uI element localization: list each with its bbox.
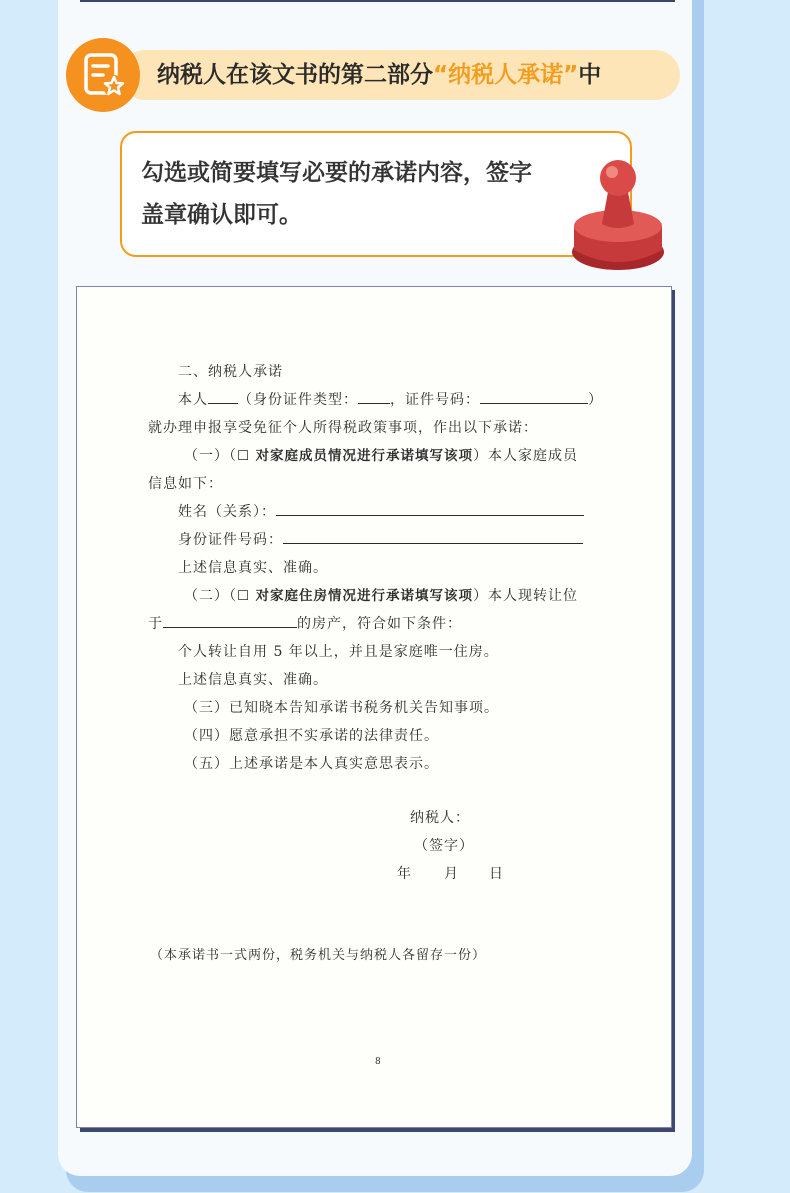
blank-property: [163, 614, 297, 628]
doc-footnote: （本承诺书一式两份，税务机关与纳税人各留存一份）: [150, 948, 487, 963]
doc-item-3: （三）已知晓本告知承诺书税务机关告知事项。: [184, 700, 499, 716]
blank-id-number: [480, 390, 588, 404]
item1-prefix: （一）（: [184, 448, 237, 464]
doc-id-prefix: 本人: [178, 392, 208, 408]
doc-sign-taxpayer: 纳税人：: [410, 810, 470, 826]
doc-item-2: [184, 586, 578, 606]
item2-check-label: 对家庭住房情况进行承诺填写该项: [255, 588, 474, 604]
instruction-line-2: 盖章确认即可。: [141, 202, 302, 228]
banner-highlight: 纳税人承诺: [448, 62, 564, 88]
blank-name: [208, 390, 238, 404]
item2-checkbox[interactable]: ☐: [237, 588, 251, 604]
blank-id-type: [358, 390, 390, 404]
doc-sign-signature: （签字）: [414, 838, 474, 854]
doc-id-number: ，证件号码：: [390, 392, 480, 408]
top-divider: [80, 0, 675, 2]
item1-suffix: ）本人家庭成员: [473, 448, 579, 464]
blank-relative-name: [276, 502, 584, 516]
doc-confirm-1: 上述信息真实、准确。: [178, 560, 328, 576]
instruction-text: [141, 152, 611, 236]
instruction-line-1: 勾选或简要填写必要的承诺内容，签字: [141, 160, 532, 186]
doc-sign-year: 年: [397, 866, 412, 882]
rubber-stamp-icon: [566, 156, 666, 274]
field-name-label: 姓名（关系）：: [178, 504, 276, 520]
doc-item-5: （五）上述承诺是本人真实意思表示。: [184, 756, 439, 772]
header-badge: [66, 38, 140, 112]
doc-field-name: [178, 502, 584, 522]
doc-section-title: 二、纳税人承诺: [178, 364, 283, 380]
banner-quote-open: “: [433, 62, 449, 88]
item2-prefix: （二）（: [184, 588, 237, 604]
item2-cont-prefix: 于: [148, 616, 163, 632]
banner-title: [157, 57, 601, 93]
doc-id-close: ）: [588, 392, 603, 408]
item1-check-label: 对家庭成员情况进行承诺填写该项: [255, 448, 474, 464]
doc-item-1-cont: 信息如下：: [148, 476, 223, 492]
doc-item-2-condition: 个人转让自用 5 年以上，并且是家庭唯一住房。: [178, 644, 499, 660]
item2-suffix: ）本人现转让位: [473, 588, 579, 604]
banner-text-pre: 纳税人在该文书的第二部分: [157, 62, 433, 88]
doc-sign-day: 日: [489, 866, 504, 882]
doc-item-1: [184, 446, 578, 466]
doc-page-number: 8: [375, 1057, 381, 1067]
doc-line-identity: [178, 390, 603, 410]
document-star-icon: [66, 38, 140, 112]
doc-id-type: （身份证件类型：: [238, 392, 358, 408]
banner-text-post: 中: [578, 62, 602, 88]
doc-line-purpose: 就办理申报享受免征个人所得税政策事项，作出以下承诺：: [148, 420, 538, 436]
item1-checkbox[interactable]: ☐: [237, 448, 251, 464]
doc-confirm-2: 上述信息真实、准确。: [178, 672, 328, 688]
banner-quote-close: ”: [563, 62, 579, 88]
field-idno-label: 身份证件号码：: [178, 532, 283, 548]
doc-item-4: （四）愿意承担不实承诺的法律责任。: [184, 728, 439, 744]
doc-sign-month: 月: [444, 866, 459, 882]
doc-field-idno: [178, 530, 583, 550]
doc-item-2-cont: [148, 614, 462, 634]
item2-cont-suffix: 的房产，符合如下条件：: [297, 616, 462, 632]
blank-relative-idno: [283, 530, 583, 544]
